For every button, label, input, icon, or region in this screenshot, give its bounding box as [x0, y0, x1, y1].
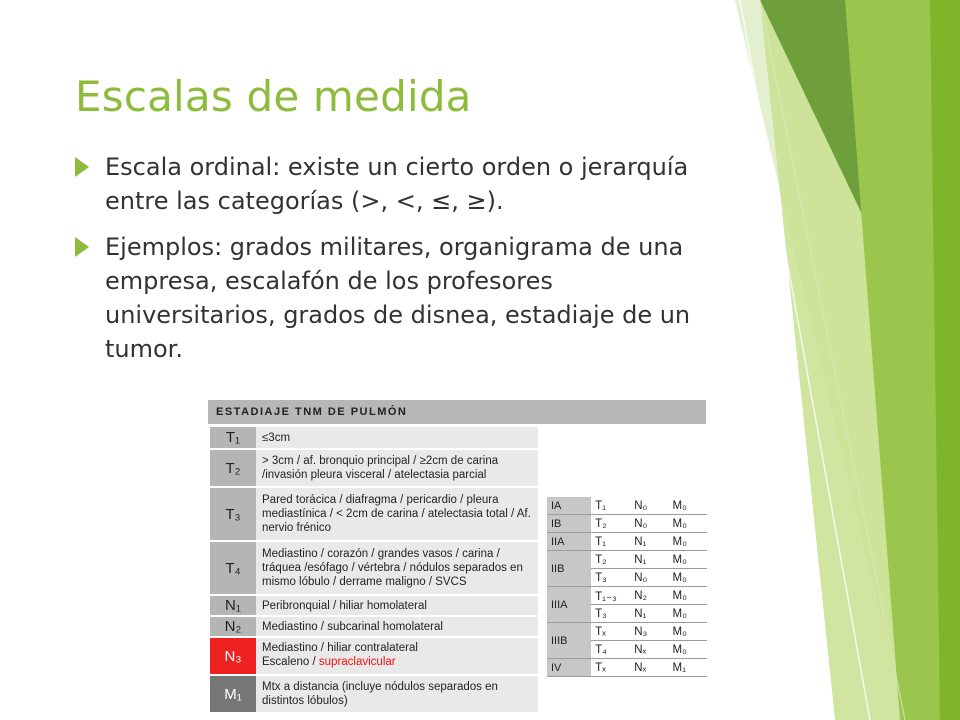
stage-value: T₂: [591, 551, 630, 569]
stage-value: M₀: [669, 623, 707, 641]
stage-value: N₁: [630, 605, 668, 623]
stage-value: N₃: [630, 623, 668, 641]
tnm-row: [210, 542, 538, 596]
stage-value: N₀: [630, 497, 668, 515]
stage-row: [547, 515, 707, 533]
tnm-description: Peribronquial / hiliar homolateral: [256, 596, 538, 615]
arrow-bullet-icon: [75, 157, 89, 177]
bullet-text: Ejemplos: grados militares, organigrama de una empresa, escalafón de los profesores universitarios, grados de disnea, estadiaje de un tumor.: [105, 233, 691, 363]
tnm-table: [210, 427, 538, 714]
stage-name: IIB: [547, 551, 591, 587]
tnm-code: M₁: [210, 676, 256, 712]
figure-header: ESTADIAJE TNM DE PULMÓN: [208, 400, 706, 424]
bullet-item: [75, 230, 725, 366]
tnm-row: [210, 638, 538, 676]
tnm-code: N₂: [210, 617, 256, 636]
stage-name: IIA: [547, 533, 591, 551]
stage-value: T₁: [591, 497, 630, 515]
stage-name: IV: [547, 659, 591, 677]
stage-value: Tₓ: [591, 659, 630, 677]
stage-value: M₀: [669, 569, 707, 587]
tnm-row: [210, 488, 538, 542]
stage-row: [547, 659, 707, 677]
tnm-description: ≤3cm: [256, 427, 538, 448]
stage-value: N₂: [630, 587, 668, 605]
stage-value: M₁: [669, 659, 707, 677]
tnm-code: T₃: [210, 488, 256, 540]
tnm-row: [210, 676, 538, 714]
slide-title: Escalas de medida: [75, 72, 472, 121]
stage-value: N₁: [630, 551, 668, 569]
stage-row: [547, 623, 707, 641]
stage-value: M₀: [669, 587, 707, 605]
tnm-description: > 3cm / af. bronquio principal / ≥2cm de carina /invasión pleura visceral / atelectasia parcial: [256, 450, 538, 486]
bullet-item: [75, 150, 725, 218]
tnm-code: N₁: [210, 596, 256, 615]
stage-value: M₀: [669, 641, 707, 659]
stage-value: N₀: [630, 515, 668, 533]
stage-value: T₃: [591, 605, 630, 623]
tnm-description: Pared torácica / diafragma / pericardio / pleura mediastínica / < 2cm de carina / atelectasia total / Af. nervio frénico: [256, 488, 538, 540]
stage-value: T₃: [591, 569, 630, 587]
stage-value: Nₓ: [630, 641, 668, 659]
stage-name: IIIA: [547, 587, 591, 623]
tnm-row: [210, 427, 538, 450]
stage-value: M₀: [669, 515, 707, 533]
stage-table: [547, 497, 707, 677]
stage-value: Tₓ: [591, 623, 630, 641]
stage-row: [547, 497, 707, 515]
stage-row: [547, 551, 707, 569]
tnm-code: T₂: [210, 450, 256, 486]
tnm-description-line: Escaleno /: [262, 656, 319, 668]
stage-name: IIIB: [547, 623, 591, 659]
stage-value: M₀: [669, 497, 707, 515]
stage-value: Nₓ: [630, 659, 668, 677]
tnm-code: T₄: [210, 542, 256, 594]
stage-name: IA: [547, 497, 591, 515]
stage-row: [547, 587, 707, 605]
stage-value: T₄: [591, 641, 630, 659]
tnm-description: [256, 638, 538, 674]
tnm-description-highlight: supraclavicular: [318, 656, 396, 668]
stage-name: IB: [547, 515, 591, 533]
bullet-list: [75, 150, 725, 378]
stage-value: T₂: [591, 515, 630, 533]
tnm-code: T₁: [210, 427, 256, 448]
stage-value: T₁₋₃: [591, 587, 630, 605]
stage-value: N₁: [630, 533, 668, 551]
tnm-description: Mtx a distancia (incluye nódulos separados en distintos lóbulos): [256, 676, 538, 712]
tnm-row: [210, 617, 538, 638]
arrow-bullet-icon: [75, 237, 89, 257]
stage-value: M₀: [669, 551, 707, 569]
tnm-code: N₃: [210, 638, 256, 674]
stage-row: [547, 533, 707, 551]
tnm-description-line: Mediastino / hiliar contralateral: [262, 642, 418, 654]
bullet-text: Escala ordinal: existe un cierto orden o jerarquía entre las categorías (>, <, ≤, ≥).: [105, 153, 689, 215]
stage-value: M₀: [669, 605, 707, 623]
stage-value: N₀: [630, 569, 668, 587]
stage-value: M₀: [669, 533, 707, 551]
tnm-description: Mediastino / subcarinal homolateral: [256, 617, 538, 636]
tnm-row: [210, 450, 538, 488]
tnm-description: Mediastino / corazón / grandes vasos / carina / tráquea /esófago / vértebra / nódulos separados en mismo lóbulo / derrame maligno / SVCS: [256, 542, 538, 594]
tnm-row: [210, 596, 538, 617]
stage-value: T₁: [591, 533, 630, 551]
